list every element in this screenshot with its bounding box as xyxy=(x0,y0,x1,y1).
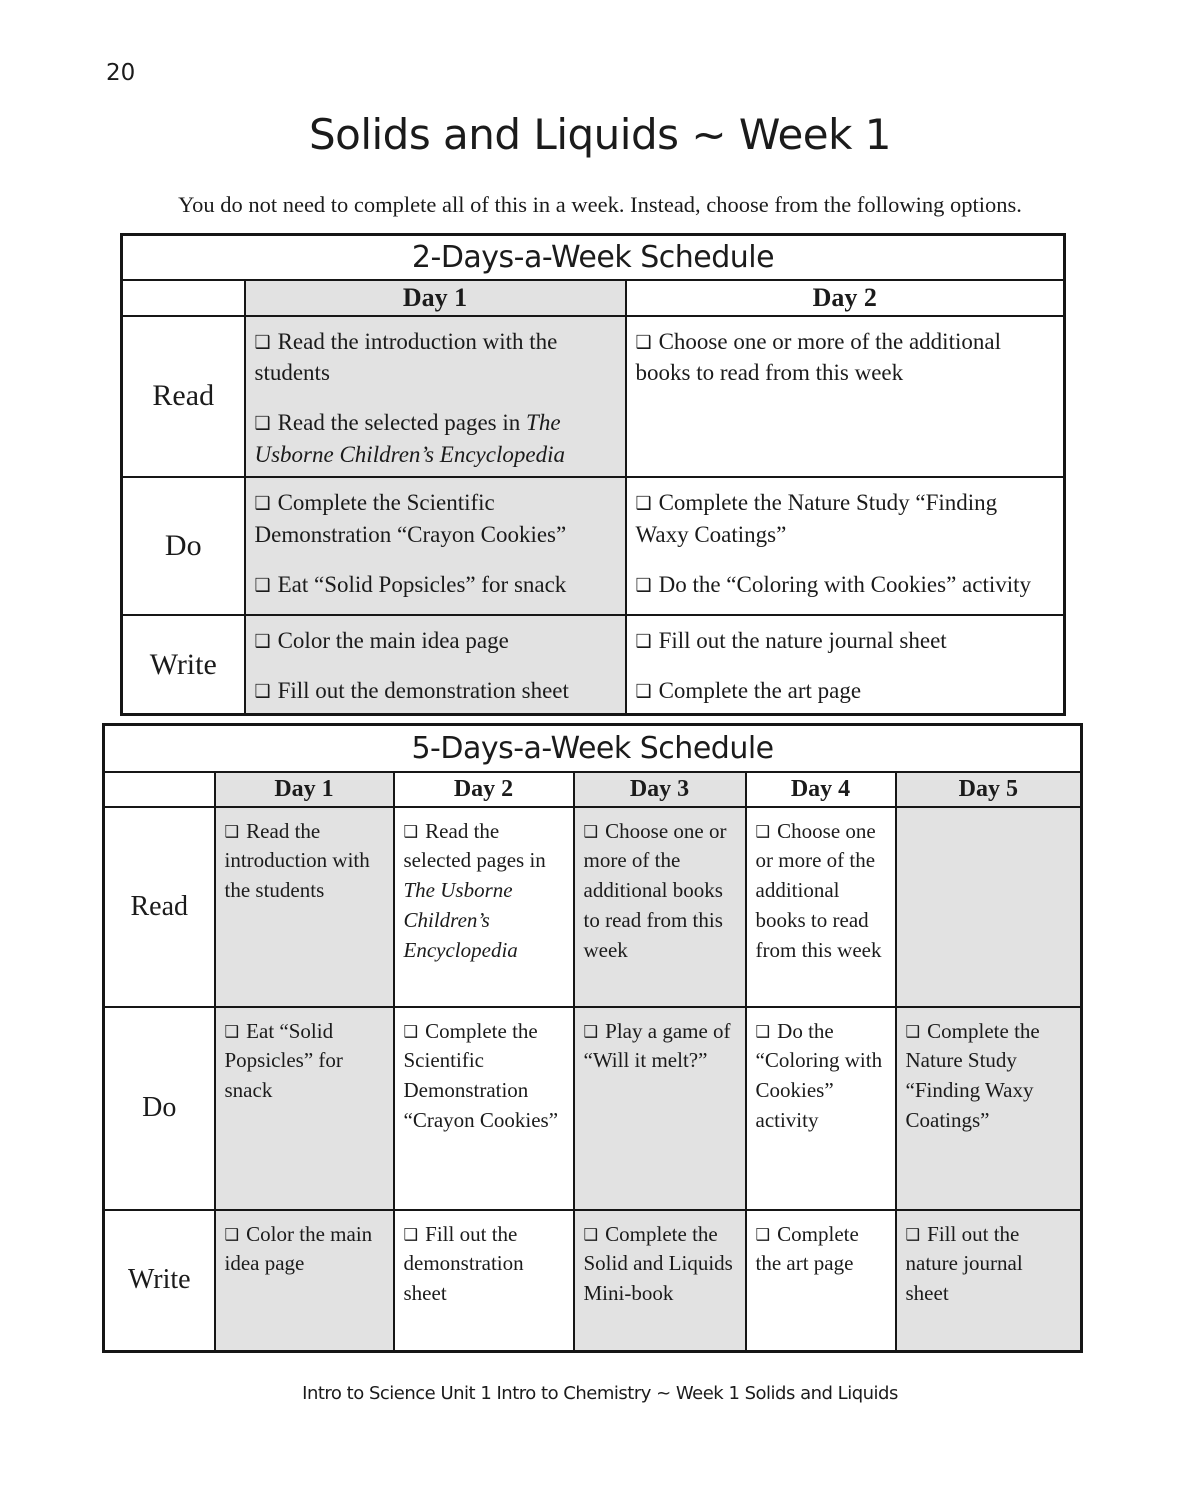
checklist-item xyxy=(906,1017,1072,1136)
item-text: The Usborne Children’s Encyclopedia xyxy=(254,409,565,467)
checkbox-icon: ❑ xyxy=(224,1021,240,1041)
item-text: Color the main idea page xyxy=(277,628,509,654)
schedule-cell xyxy=(896,1007,1082,1210)
schedule-cell xyxy=(746,807,896,1007)
checkbox-icon: ❑ xyxy=(224,821,240,841)
checklist-item xyxy=(636,569,1055,601)
schedule-cell xyxy=(245,316,626,478)
checkbox-icon: ❑ xyxy=(583,1021,599,1041)
checklist-item xyxy=(584,1220,736,1309)
item-text: Fill out the demonstration sheet xyxy=(277,678,569,704)
checkbox-icon: ❑ xyxy=(635,574,652,596)
item-text: Do the “Coloring with Cookies” activity xyxy=(658,571,1032,597)
item-text: Complete the Scientific Demonstration “Crayon Cookies” xyxy=(254,490,567,548)
day-header-3: Day 3 xyxy=(574,772,746,807)
row-label-do: Do xyxy=(122,477,245,615)
schedule-cell xyxy=(746,1007,896,1210)
schedule-cell xyxy=(215,1007,394,1210)
checklist-item xyxy=(636,625,1055,657)
item-text: Fill out the nature journal sheet xyxy=(658,628,947,654)
checklist-item xyxy=(255,326,616,389)
checklist-item xyxy=(225,1017,384,1106)
checklist-item xyxy=(255,625,616,657)
checklist-item xyxy=(584,1017,736,1077)
intro-text: You do not need to complete all of this in a week. Instead, choose from the following options. xyxy=(178,192,1022,217)
schedule-cell xyxy=(394,807,574,1007)
checklist-item xyxy=(756,1220,886,1280)
schedule-cell xyxy=(626,477,1065,615)
schedule-cell xyxy=(626,615,1065,714)
checklist-item xyxy=(404,1220,564,1309)
checkbox-icon: ❑ xyxy=(755,1224,771,1244)
checklist-item xyxy=(255,407,616,470)
row-label-write: Write xyxy=(104,1210,215,1352)
item-text: Read the introduction with the students xyxy=(224,818,370,903)
item-text: Choose one or more of the additional books to read from this week xyxy=(635,328,1001,386)
checkbox-icon: ❑ xyxy=(905,1224,921,1244)
checklist-item xyxy=(255,675,616,707)
row-label-read: Read xyxy=(122,316,245,478)
schedule-cell xyxy=(896,1210,1082,1352)
item-text: Read the selected pages in xyxy=(277,409,527,435)
checkbox-icon: ❑ xyxy=(403,1021,419,1041)
checklist-item xyxy=(225,817,384,906)
day-header-4: Day 4 xyxy=(746,772,896,807)
item-text: Choose one or more of the additional books to read from this week xyxy=(755,818,882,962)
item-text: Fill out the demonstration sheet xyxy=(403,1221,524,1306)
schedule-cell xyxy=(215,1210,394,1352)
item-text: Fill out the nature journal sheet xyxy=(905,1221,1023,1306)
schedule-cell xyxy=(245,477,626,615)
table-title: 5-Days-a-Week Schedule xyxy=(104,725,1082,772)
schedule-cell xyxy=(746,1210,896,1352)
checkbox-icon: ❑ xyxy=(755,821,771,841)
day-header-1: Day 1 xyxy=(245,280,626,316)
item-text: Complete the art page xyxy=(755,1221,859,1276)
checkbox-icon: ❑ xyxy=(224,1224,240,1244)
corner-cell xyxy=(104,772,215,807)
checkbox-icon: ❑ xyxy=(403,821,419,841)
checklist-item xyxy=(584,817,736,966)
day-header-1: Day 1 xyxy=(215,772,394,807)
schedule-cell xyxy=(574,807,746,1007)
checklist-item xyxy=(404,1017,564,1136)
schedule-cell xyxy=(574,1210,746,1352)
schedule-cell xyxy=(626,316,1065,478)
item-text: Read the introduction with the students xyxy=(254,328,558,386)
checkbox-icon: ❑ xyxy=(635,681,652,703)
checkbox-icon: ❑ xyxy=(254,412,271,434)
item-text: Complete the art page xyxy=(658,678,862,704)
checkbox-icon: ❑ xyxy=(254,331,271,353)
item-text: Choose one or more of the additional books to read from this week xyxy=(583,818,727,962)
checkbox-icon: ❑ xyxy=(635,631,652,653)
schedule-cell xyxy=(574,1007,746,1210)
schedule-cell xyxy=(896,807,1082,1007)
checkbox-icon: ❑ xyxy=(635,493,652,515)
checkbox-icon: ❑ xyxy=(254,631,271,653)
item-text: Eat “Solid Popsicles” for snack xyxy=(277,571,567,597)
day-header-2: Day 2 xyxy=(394,772,574,807)
checkbox-icon: ❑ xyxy=(635,331,652,353)
checkbox-icon: ❑ xyxy=(583,1224,599,1244)
item-text: Complete the Scientific Demonstration “Crayon Cookies” xyxy=(403,1018,559,1132)
schedule-table-5day xyxy=(102,723,1083,1353)
item-text: Color the main idea page xyxy=(224,1221,373,1276)
checklist-item xyxy=(756,1017,886,1136)
row-label-read: Read xyxy=(104,807,215,1007)
checklist-item xyxy=(255,569,616,601)
checklist-item xyxy=(756,817,886,966)
item-text: Eat “Solid Popsicles” for snack xyxy=(224,1018,343,1103)
checklist-item xyxy=(225,1220,384,1280)
day-header-2: Day 2 xyxy=(626,280,1065,316)
day-header-5: Day 5 xyxy=(896,772,1082,807)
checkbox-icon: ❑ xyxy=(755,1021,771,1041)
row-label-do: Do xyxy=(104,1007,215,1210)
page-title: Solids and Liquids ~ Week 1 xyxy=(308,110,892,159)
table-title: 2-Days-a-Week Schedule xyxy=(122,235,1065,280)
checklist-item xyxy=(255,487,616,550)
checklist-item xyxy=(636,487,1055,550)
item-text: Complete the Nature Study “Finding Waxy Coatings” xyxy=(635,490,998,548)
footer-text: Intro to Science Unit 1 Intro to Chemistry ~ Week 1 Solids and Liquids xyxy=(302,1383,898,1404)
page-number: 20 xyxy=(106,60,136,86)
checkbox-icon: ❑ xyxy=(403,1224,419,1244)
item-text: Play a game of “Will it melt?” xyxy=(583,1018,731,1073)
corner-cell xyxy=(122,280,245,316)
row-label-write: Write xyxy=(122,615,245,714)
schedule-cell xyxy=(215,807,394,1007)
schedule-table-2day xyxy=(120,233,1066,716)
checklist-item xyxy=(636,675,1055,707)
item-text: Read the selected pages in xyxy=(403,818,546,873)
schedule-cell xyxy=(245,615,626,714)
schedule-cell xyxy=(394,1210,574,1352)
checklist-item xyxy=(636,326,1055,389)
checklist-item xyxy=(906,1220,1072,1309)
item-text: The Usborne Children’s Encyclopedia xyxy=(403,878,518,962)
item-text: Complete the Solid and Liquids Mini-book xyxy=(583,1221,733,1306)
item-text: Complete the Nature Study “Finding Waxy Coatings” xyxy=(905,1018,1040,1132)
checkbox-icon: ❑ xyxy=(905,1021,921,1041)
item-text: Do the “Coloring with Cookies” activity xyxy=(755,1018,883,1132)
schedule-cell xyxy=(394,1007,574,1210)
checkbox-icon: ❑ xyxy=(254,493,271,515)
checkbox-icon: ❑ xyxy=(254,681,271,703)
checkbox-icon: ❑ xyxy=(583,821,599,841)
checkbox-icon: ❑ xyxy=(254,574,271,596)
checklist-item xyxy=(404,817,564,966)
